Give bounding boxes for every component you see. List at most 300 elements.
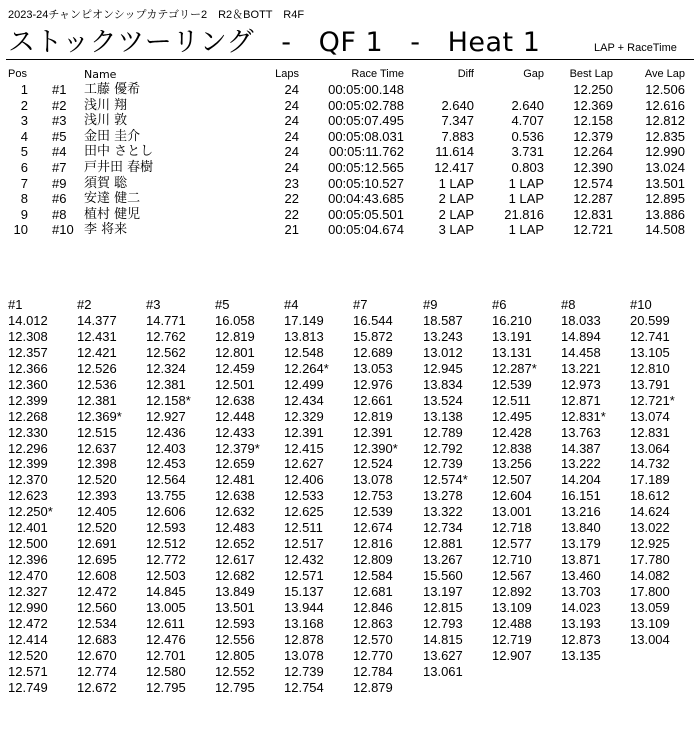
lap-time-cell: 12.470: [8, 568, 48, 583]
title-class: ストックツーリング: [8, 27, 255, 58]
lap-time-cell: 12.472: [77, 583, 117, 599]
lap-time-cell: 12.661: [353, 392, 393, 408]
lap-time-cell: 12.623: [8, 488, 48, 504]
lap-time-cell: 12.762: [146, 328, 186, 344]
lap-time-cell: 12.879: [353, 679, 393, 695]
lap-time-cell: 12.672: [77, 679, 117, 695]
lap-time-cell: 12.611: [146, 615, 185, 631]
result-gap: 21.816: [504, 206, 544, 222]
result-diff: 2 LAP: [438, 191, 474, 207]
car-number: #5: [52, 128, 67, 144]
lap-time-cell: 14.732: [630, 456, 670, 472]
lap-time-cell: 12.517: [284, 536, 324, 552]
lap-time-cell: 13.064: [630, 440, 670, 456]
lap-time-cell: 13.216: [561, 504, 601, 520]
lap-time-cell: 13.755: [146, 488, 186, 504]
result-best-lap: 12.158: [573, 113, 613, 129]
lap-time-cell: 13.012: [423, 344, 463, 360]
title-separator: -: [410, 27, 421, 58]
lap-time-cell: 15.560: [423, 568, 463, 583]
lap-time-cell: 12.691: [77, 536, 117, 552]
lap-time-cell: 12.846: [353, 599, 393, 615]
result-gap: 0.536: [511, 128, 544, 144]
lap-time-cell: 12.819: [215, 328, 255, 344]
result-pos: 2: [20, 97, 28, 113]
lap-time-cell: 13.460: [561, 568, 601, 583]
lap-time-cell: 13.109: [492, 599, 532, 615]
lap-time-cell: 13.131: [492, 344, 532, 360]
lap-time-cell: 16.058: [215, 313, 255, 328]
result-best-lap: 12.721: [573, 222, 613, 238]
result-gap: 1 LAP: [508, 222, 544, 238]
lap-time-cell: 14.012: [8, 313, 48, 328]
lap-time-cell: 12.401: [8, 520, 48, 536]
result-diff: 7.347: [441, 113, 474, 129]
lap-time-cell: 14.387: [561, 440, 601, 456]
lap-time-cell: 14.771: [146, 313, 186, 328]
lap-time-cell: 13.074: [630, 408, 670, 424]
lap-time-cell: 12.810: [630, 360, 670, 376]
lap-time-cell: 13.004: [630, 631, 670, 647]
result-row: [0, 82, 700, 98]
lap-time-cell: 13.278: [423, 488, 463, 504]
lap-time-cell: 13.059: [630, 599, 670, 615]
result-ave-lap: 13.501: [645, 175, 685, 191]
lap-time-cell: 12.481: [215, 472, 255, 488]
lap-time-cell: 13.005: [146, 599, 186, 615]
lap-time-cell: 12.415: [284, 440, 324, 456]
lap-time-cell: 13.197: [423, 583, 463, 599]
result-pos: 3: [20, 113, 28, 129]
lap-time-cell: 13.813: [284, 328, 324, 344]
lap-column: [630, 297, 698, 648]
lap-column-header: #3: [146, 297, 161, 312]
result-ave-lap: 12.895: [645, 191, 685, 207]
result-race-time: 00:05:04.674: [328, 222, 404, 238]
car-number: #6: [52, 191, 67, 207]
lap-time-cell: 12.577: [492, 536, 532, 552]
result-ave-lap: 12.506: [645, 82, 685, 97]
result-gap: 3.731: [511, 144, 544, 160]
lap-time-cell: 12.571: [8, 663, 48, 679]
lap-time-cell: 12.391: [353, 424, 393, 440]
lap-time-cell: 13.078: [353, 472, 393, 488]
result-ave-lap: 14.508: [645, 222, 685, 238]
lap-time-cell: 12.580: [146, 663, 186, 679]
lap-time-cell: 12.945: [423, 360, 463, 376]
lap-time-cell: 12.393: [77, 488, 117, 504]
lap-time-cell: 16.210: [492, 313, 532, 328]
lap-time-cell: 12.390*: [353, 440, 398, 456]
lap-time-cell: 12.158*: [146, 392, 191, 408]
result-pos: 5: [20, 144, 28, 160]
lap-time-cell: 12.809: [353, 552, 393, 568]
lap-time-cell: 12.927: [146, 408, 186, 424]
lap-time-cell: 17.189: [630, 472, 670, 488]
lap-time-cell: 12.405: [77, 504, 117, 520]
lap-time-cell: 12.562: [146, 344, 186, 360]
lap-time-cell: 12.652: [215, 536, 255, 552]
lap-time-cell: 13.501: [215, 599, 255, 615]
lap-time-cell: 12.801: [215, 344, 255, 360]
lap-time-cell: 13.871: [561, 552, 601, 568]
lap-time-cell: 12.428: [492, 424, 532, 440]
lap-time-cell: 12.515: [77, 424, 117, 440]
lap-column-header: #8: [561, 297, 576, 312]
car-number: #1: [52, 82, 67, 97]
result-ave-lap: 12.616: [645, 97, 685, 113]
result-laps: 22: [284, 206, 299, 222]
lap-time-cell: 13.179: [561, 536, 601, 552]
lap-time-cell: 16.544: [353, 313, 393, 328]
result-gap: 0.803: [511, 159, 544, 175]
lap-time-cell: 12.433: [215, 424, 255, 440]
result-best-lap: 12.390: [573, 159, 613, 175]
lap-time-cell: 12.721*: [630, 392, 675, 408]
result-gap: 4.707: [511, 113, 544, 129]
lap-time-cell: 12.381: [77, 392, 117, 408]
result-row: [0, 160, 700, 176]
title-round: QF 1: [318, 27, 384, 58]
lap-time-cell: 12.511: [284, 520, 323, 536]
result-gap: 2.640: [511, 97, 544, 113]
lap-time-cell: 13.703: [561, 583, 601, 599]
result-diff: 2.640: [441, 97, 474, 113]
lap-time-cell: 13.763: [561, 424, 601, 440]
lap-time-cell: 12.682: [215, 568, 255, 583]
result-pos: 1: [20, 82, 28, 97]
result-laps: 24: [284, 82, 299, 97]
lap-time-cell: 12.770: [353, 647, 393, 663]
lap-time-cell: 12.637: [77, 440, 117, 456]
lap-time-cell: 12.792: [423, 440, 463, 456]
result-row: [0, 113, 700, 129]
lap-time-cell: 12.878: [284, 631, 324, 647]
driver-name: 田中 さとし: [84, 144, 154, 160]
result-best-lap: 12.379: [573, 128, 613, 144]
lap-time-cell: 12.695: [77, 552, 117, 568]
driver-name: 植村 健児: [84, 206, 141, 222]
header-diff: Diff: [457, 68, 474, 80]
lap-time-cell: 12.501: [215, 376, 255, 392]
result-race-time: 00:05:08.031: [328, 128, 404, 144]
car-number: #10: [52, 222, 74, 238]
lap-time-cell: 12.327: [8, 583, 48, 599]
result-laps: 23: [284, 175, 299, 191]
lap-time-cell: 12.838: [492, 440, 532, 456]
lap-time-cell: 12.907: [492, 647, 532, 663]
results-table: [0, 68, 700, 238]
lap-time-cell: 12.784: [353, 663, 393, 679]
lap-time-cell: 13.222: [561, 456, 601, 472]
driver-name: 戸井田 春樹: [84, 159, 154, 175]
lap-time-cell: 12.370: [8, 472, 48, 488]
lap-time-cell: 12.403: [146, 440, 186, 456]
result-row: [0, 98, 700, 114]
lap-time-cell: 13.168: [284, 615, 324, 631]
lap-time-cell: 12.795: [146, 679, 186, 695]
lap-column-header: #7: [353, 297, 368, 312]
result-best-lap: 12.831: [573, 206, 613, 222]
lap-time-cell: 12.701: [146, 647, 186, 663]
lap-time-cell: 12.379*: [215, 440, 260, 456]
lap-time-cell: 15.137: [284, 583, 324, 599]
lap-time-cell: 12.831: [630, 424, 670, 440]
lap-time-cell: 12.296: [8, 440, 48, 456]
result-best-lap: 12.369: [573, 97, 613, 113]
header-race-time: Race Time: [351, 68, 404, 80]
lap-time-cell: 12.406: [284, 472, 324, 488]
lap-time-cell: 12.534: [77, 615, 117, 631]
lap-time-cell: 12.632: [215, 504, 255, 520]
lap-column: [561, 297, 629, 664]
driver-name: 安達 健二: [84, 191, 141, 207]
header-laps: Laps: [275, 68, 299, 80]
lap-time-cell: 13.256: [492, 456, 532, 472]
result-best-lap: 12.287: [573, 191, 613, 207]
lap-time-cell: 18.612: [630, 488, 670, 504]
lap-time-cell: 18.587: [423, 313, 463, 328]
lap-time-cell: 12.741: [630, 328, 670, 344]
result-pos: 10: [13, 222, 28, 238]
driver-name: 浅川 翔: [84, 97, 128, 113]
lap-time-cell: 12.638: [215, 488, 255, 504]
result-pos: 8: [20, 191, 28, 207]
lap-time-cell: 12.526: [77, 360, 117, 376]
lap-time-cell: 12.357: [8, 344, 48, 360]
lap-time-cell: 12.863: [353, 615, 393, 631]
lap-time-cell: 20.599: [630, 313, 670, 328]
lap-time-cell: 12.593: [215, 615, 255, 631]
lap-time-cell: 12.533: [284, 488, 324, 504]
result-diff: 2 LAP: [438, 206, 474, 222]
lap-time-cell: 13.322: [423, 504, 463, 520]
lap-time-cell: 14.458: [561, 344, 601, 360]
lap-time-cell: 12.264*: [284, 360, 329, 376]
lap-time-cell: 12.625: [284, 504, 324, 520]
result-race-time: 00:05:10.527: [328, 175, 404, 191]
lap-time-cell: 13.221: [561, 360, 601, 376]
lap-time-cell: 13.627: [423, 647, 463, 663]
result-gap: 1 LAP: [508, 191, 544, 207]
lap-time-cell: 12.520: [77, 520, 117, 536]
results-header-row: [0, 68, 700, 82]
lap-time-cell: 12.570: [353, 631, 393, 647]
lap-time-cell: 12.512: [146, 536, 186, 552]
header-name: Name: [84, 68, 117, 81]
title-separator: -: [281, 27, 292, 58]
lap-column-header: #6: [492, 297, 507, 312]
lap-time-cell: 12.476: [146, 631, 186, 647]
lap-time-cell: 14.204: [561, 472, 601, 488]
result-laps: 24: [284, 97, 299, 113]
lap-time-cell: 12.483: [215, 520, 255, 536]
lap-time-cell: 12.892: [492, 583, 532, 599]
lap-time-cell: 12.593: [146, 520, 186, 536]
lap-time-cell: 12.670: [77, 647, 117, 663]
lap-time-cell: 12.617: [215, 552, 255, 568]
lap-time-cell: 12.873: [561, 631, 601, 647]
lap-column: [423, 297, 491, 680]
lap-time-cell: 12.324: [146, 360, 186, 376]
lap-time-cell: 12.973: [561, 376, 601, 392]
result-ave-lap: 12.835: [645, 128, 685, 144]
lap-time-cell: 12.659: [215, 456, 255, 472]
lap-time-cell: 12.448: [215, 408, 255, 424]
lap-time-cell: 12.366: [8, 360, 48, 376]
lap-time-cell: 13.078: [284, 647, 324, 663]
result-race-time: 00:04:43.685: [328, 191, 404, 207]
lap-column-header: #4: [284, 297, 299, 312]
title-divider: [6, 59, 694, 60]
lap-time-cell: 12.754: [284, 679, 324, 695]
result-ave-lap: 13.024: [645, 159, 685, 175]
result-race-time: 00:05:02.788: [328, 97, 404, 113]
result-laps: 24: [284, 128, 299, 144]
lap-time-cell: 12.881: [423, 536, 463, 552]
results-body: [0, 82, 700, 238]
lap-time-cell: 18.033: [561, 313, 601, 328]
lap-time-cell: 13.109: [630, 615, 670, 631]
lap-time-cell: 12.793: [423, 615, 463, 631]
lap-time-cell: 13.193: [561, 615, 601, 631]
lap-time-cell: 13.849: [215, 583, 255, 599]
result-best-lap: 12.250: [573, 82, 613, 97]
lap-time-cell: 13.022: [630, 520, 670, 536]
lap-time-cell: 12.548: [284, 344, 324, 360]
driver-name: 李 将来: [84, 222, 128, 238]
result-race-time: 00:05:00.148: [328, 82, 404, 97]
header-pos: Pos: [8, 68, 27, 80]
lap-time-cell: 12.536: [77, 376, 117, 392]
lap-time-cell: 12.819: [353, 408, 393, 424]
lap-time-cell: 12.524: [353, 456, 393, 472]
lap-time-cell: 12.556: [215, 631, 255, 647]
result-race-time: 00:05:12.565: [328, 159, 404, 175]
lap-time-cell: 12.520: [8, 647, 48, 663]
lap-time-cell: 12.329: [284, 408, 324, 424]
car-number: #2: [52, 97, 67, 113]
result-pos: 9: [20, 206, 28, 222]
lap-time-cell: 13.524: [423, 392, 463, 408]
lap-time-cell: 12.499: [284, 376, 324, 392]
lap-time-cell: 12.789: [423, 424, 463, 440]
lap-time-cell: 13.138: [423, 408, 463, 424]
lap-time-cell: 13.105: [630, 344, 670, 360]
result-row: [0, 176, 700, 192]
lap-column: [146, 297, 214, 696]
lap-time-cell: 13.191: [492, 328, 532, 344]
lap-time-cell: 12.360: [8, 376, 48, 392]
header-best-lap: Best Lap: [569, 68, 613, 80]
lap-time-cell: 12.453: [146, 456, 186, 472]
lap-time-cell: 12.567: [492, 568, 532, 583]
result-laps: 22: [284, 191, 299, 207]
lap-time-cell: 14.815: [423, 631, 463, 647]
lap-time-cell: 12.396: [8, 552, 48, 568]
lap-time-cell: 12.990: [8, 599, 48, 615]
result-ave-lap: 13.886: [645, 206, 685, 222]
lap-column: [215, 297, 283, 696]
result-row: [0, 144, 700, 160]
driver-name: 金田 圭介: [84, 128, 141, 144]
lap-time-cell: 12.507: [492, 472, 532, 488]
result-laps: 24: [284, 113, 299, 129]
lap-time-cell: 12.774: [77, 663, 117, 679]
lap-time-cell: 12.459: [215, 360, 255, 376]
lap-time-cell: 12.472: [8, 615, 48, 631]
lap-time-cell: 12.330: [8, 424, 48, 440]
header-ave-lap: Ave Lap: [644, 68, 685, 80]
lap-time-cell: 12.421: [77, 344, 117, 360]
lap-time-cell: 12.638: [215, 392, 255, 408]
lap-time-cell: 12.739: [284, 663, 324, 679]
lap-time-cell: 13.053: [353, 360, 393, 376]
lap-time-cell: 12.734: [423, 520, 463, 536]
lap-time-cell: 12.815: [423, 599, 463, 615]
lap-time-cell: 12.520: [77, 472, 117, 488]
lap-time-cell: 14.082: [630, 568, 670, 583]
car-number: #8: [52, 206, 67, 222]
lap-time-cell: 12.606: [146, 504, 186, 520]
lap-column: [353, 297, 421, 696]
lap-column-header: #2: [77, 297, 92, 312]
lap-time-cell: 12.500: [8, 536, 48, 552]
driver-name: 浅川 敦: [84, 113, 128, 129]
lap-time-cell: 14.377: [77, 313, 117, 328]
lap-time-cell: 12.574*: [423, 472, 468, 488]
lap-time-cell: 12.604: [492, 488, 532, 504]
lap-time-cell: 12.560: [77, 599, 117, 615]
lap-column: [8, 297, 76, 696]
result-laps: 21: [284, 222, 299, 238]
lap-time-cell: 12.511: [492, 392, 531, 408]
lap-time-cell: 13.834: [423, 376, 463, 392]
lap-time-cell: 13.840: [561, 520, 601, 536]
result-race-time: 00:05:07.495: [328, 113, 404, 129]
lap-time-cell: 12.398: [77, 456, 117, 472]
lap-time-cell: 12.414: [8, 631, 48, 647]
lap-time-cell: 17.149: [284, 313, 324, 328]
lap-time-cell: 12.753: [353, 488, 393, 504]
result-gap: 1 LAP: [508, 175, 544, 191]
lap-time-cell: 12.718: [492, 520, 532, 536]
lap-time-cell: 13.135: [561, 647, 601, 663]
lap-time-cell: 12.287*: [492, 360, 537, 376]
lap-time-cell: 12.432: [284, 552, 324, 568]
lap-time-cell: 12.689: [353, 344, 393, 360]
result-pos: 7: [20, 175, 28, 191]
lap-time-cell: 12.674: [353, 520, 393, 536]
lap-time-cell: 12.552: [215, 663, 255, 679]
lap-time-cell: 12.308: [8, 328, 48, 344]
lap-column-header: #10: [630, 297, 652, 312]
car-number: #7: [52, 159, 67, 175]
lap-time-cell: 14.023: [561, 599, 601, 615]
lap-time-cell: 12.431: [77, 328, 117, 344]
lap-time-cell: 13.791: [630, 376, 670, 392]
lap-time-cell: 12.268: [8, 408, 48, 424]
lap-time-cell: 14.894: [561, 328, 601, 344]
result-diff: 11.614: [435, 144, 474, 160]
lap-time-cell: 12.539: [492, 376, 532, 392]
lap-time-cell: 16.151: [561, 488, 601, 504]
lap-time-cell: 12.976: [353, 376, 393, 392]
result-row: [0, 207, 700, 223]
lap-time-cell: 13.267: [423, 552, 463, 568]
result-diff: 7.883: [441, 128, 474, 144]
lap-time-cell: 12.683: [77, 631, 117, 647]
